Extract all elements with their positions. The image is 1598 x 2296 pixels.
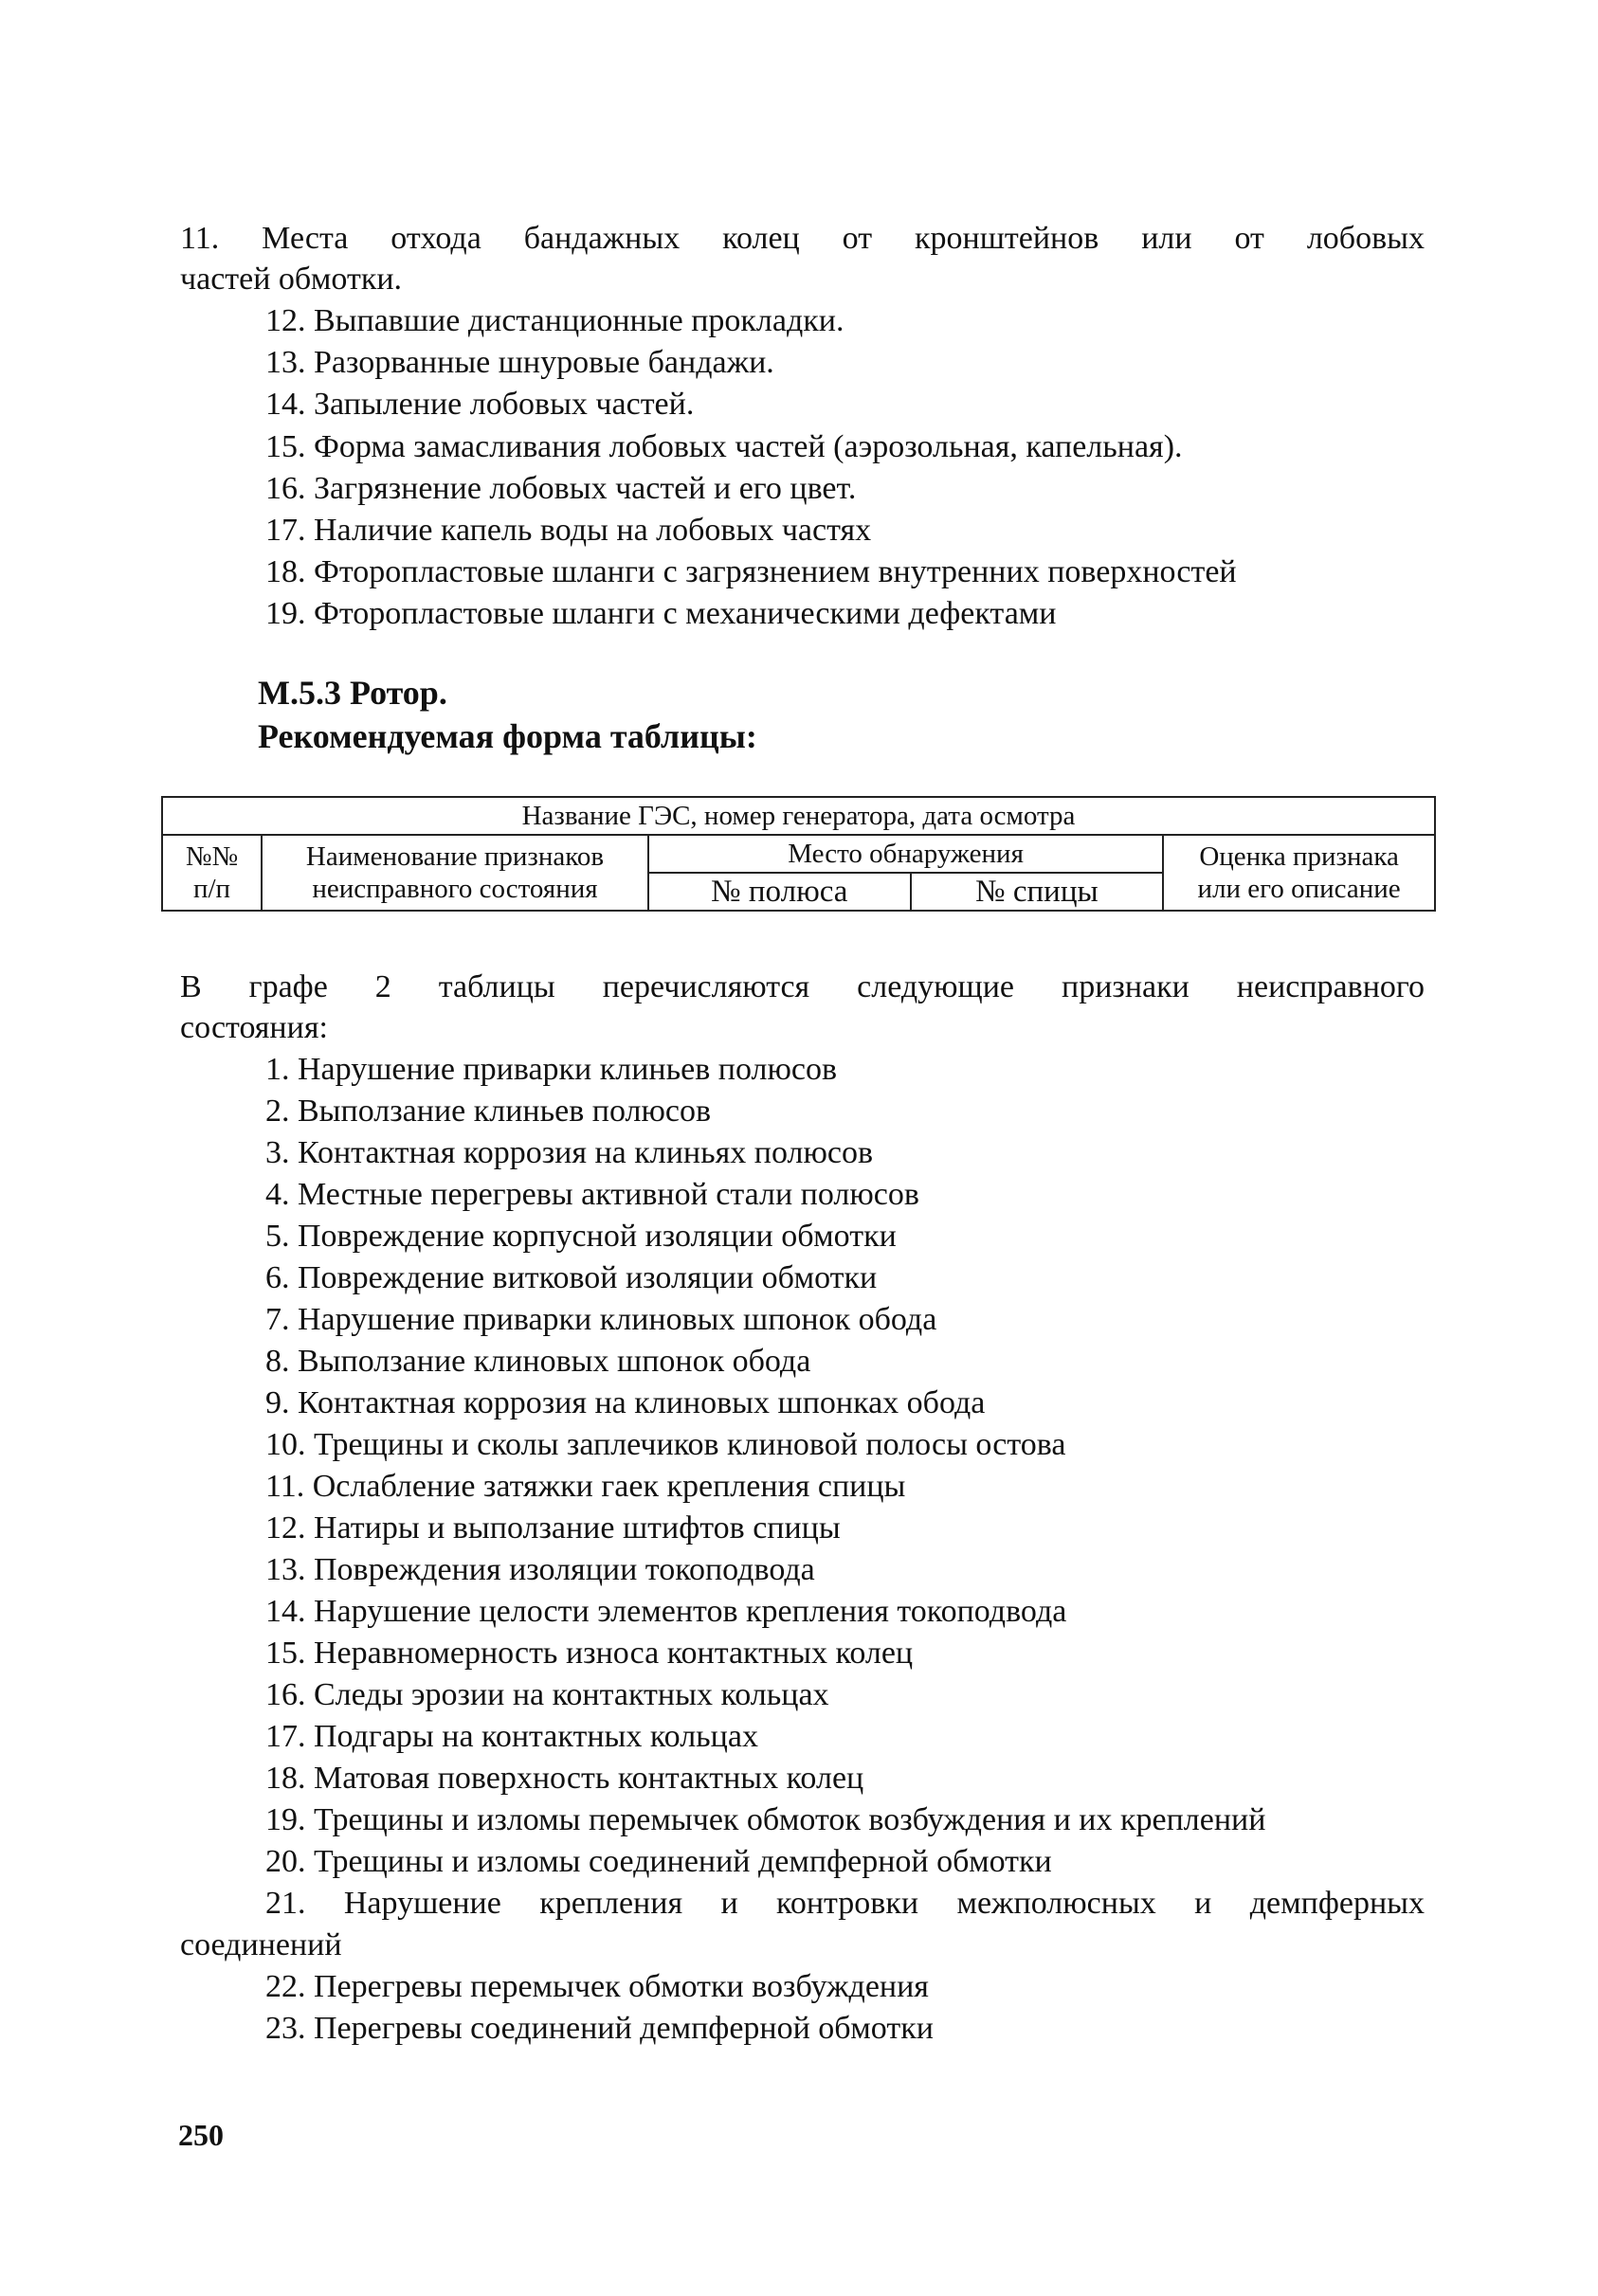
lower-list-item: 15. Неравномерность износа контактных колец [265, 1636, 914, 1671]
table-title: Название ГЭС, номер генератора, дата осмотра [162, 797, 1435, 835]
lower-list-item: 2. Выползание клиньев полюсов [265, 1094, 712, 1129]
table-header-name-line1: Наименование признаков [305, 841, 605, 872]
lower-list-item: 5. Повреждение корпусной изоляции обмотки [265, 1219, 897, 1254]
lower-list-item: 9. Контактная коррозия на клиновых шпонках обода [265, 1385, 986, 1420]
table-header-spoke-number: № спицы [911, 873, 1164, 911]
table-header-assessment [1163, 835, 1435, 911]
lower-list-item: 8. Выползание клиновых шпонок обода [265, 1344, 811, 1379]
lower-list-item: 18. Матовая поверхность контактных колец [265, 1761, 864, 1796]
page-number: 250 [178, 2118, 224, 2152]
recommended-table [161, 796, 1436, 912]
lower-list-item: 14. Нарушение целости элементов крепления токоподвода [265, 1594, 1067, 1629]
section-heading: М.5.3 Ротор. [258, 674, 447, 712]
lower-list-item: 3. Контактная коррозия на клиньях полюсов [265, 1135, 874, 1170]
upper-list-item: 19. Фторопластовые шланги с механическими дефектами [265, 596, 1057, 631]
intro-paragraph-line1: В графе 2 таблицы перечисляются следующие признаки неисправного [180, 969, 1425, 1004]
table-header-number-line1: №№ [185, 841, 239, 872]
lower-list-item: 10. Трещины и сколы заплечиков клиновой полосы остова [265, 1427, 1066, 1462]
lower-list-item: 13. Повреждения изоляции токоподвода [265, 1552, 815, 1587]
table-header-assessment-line1: Оценка признака [1199, 841, 1399, 872]
table-header-pole-number: № полюса [648, 873, 911, 911]
section-subheading: Рекомендуемая форма таблицы: [258, 717, 757, 755]
lower-list-item-continuation: соединений [180, 1927, 342, 1962]
table-header-number [162, 835, 262, 911]
lower-list-item: 6. Повреждение витковой изоляции обмотки [265, 1260, 878, 1295]
upper-list-item: 12. Выпавшие дистанционные прокладки. [265, 303, 844, 338]
upper-list-item: 13. Разорванные шнуровые бандажи. [265, 345, 774, 380]
upper-list-item: 16. Загрязнение лобовых частей и его цвет. [265, 471, 857, 506]
lower-list-item: 4. Местные перегревы активной стали полюсов [265, 1177, 919, 1212]
upper-list-item: 17. Наличие капель воды на лобовых частях [265, 513, 872, 548]
lower-list-item: 22. Перегревы перемычек обмотки возбуждения [265, 1969, 929, 2004]
table-header-location: Место обнаружения [648, 835, 1163, 873]
lower-list-item: 1. Нарушение приварки клиньев полюсов [265, 1052, 838, 1087]
upper-list-item: 11. Места отхода бандажных колец от кронштейнов или от лобовых [180, 221, 1425, 256]
intro-paragraph-line2: состояния: [180, 1010, 328, 1045]
lower-list-item: 23. Перегревы соединений демпферной обмотки [265, 2011, 934, 2046]
lower-list-item: 20. Трещины и изломы соединений демпферной обмотки [265, 1844, 1052, 1879]
upper-list-item: 14. Запыление лобовых частей. [265, 387, 695, 422]
upper-list-item-continuation: частей обмотки. [180, 262, 403, 297]
lower-list-item: 12. Натиры и выползание штифтов спицы [265, 1510, 841, 1546]
lower-list-item: 17. Подгары на контактных кольцах [265, 1719, 758, 1754]
table-header-number-line2: п/п [192, 874, 231, 904]
lower-list-item: 19. Трещины и изломы перемычек обмоток возбуждения и их креплений [265, 1802, 1266, 1837]
lower-list-item: 16. Следы эрозии на контактных кольцах [265, 1677, 829, 1712]
upper-list-item: 18. Фторопластовые шланги с загрязнением внутренних поверхностей [265, 554, 1237, 589]
table-header-name [262, 835, 648, 911]
upper-list-item: 15. Форма замасливания лобовых частей (аэрозольная, капельная). [265, 429, 1183, 464]
lower-list-item: 21. Нарушение крепления и контровки межполюсных и демпферных [265, 1886, 1425, 1921]
table-header-assessment-line2: или его описание [1197, 874, 1401, 904]
lower-list-item: 7. Нарушение приварки клиновых шпонок обода [265, 1302, 937, 1337]
table-header-name-line2: неисправного состояния [312, 874, 598, 904]
lower-list-item: 11. Ослабление затяжки гаек крепления спицы [265, 1469, 906, 1504]
